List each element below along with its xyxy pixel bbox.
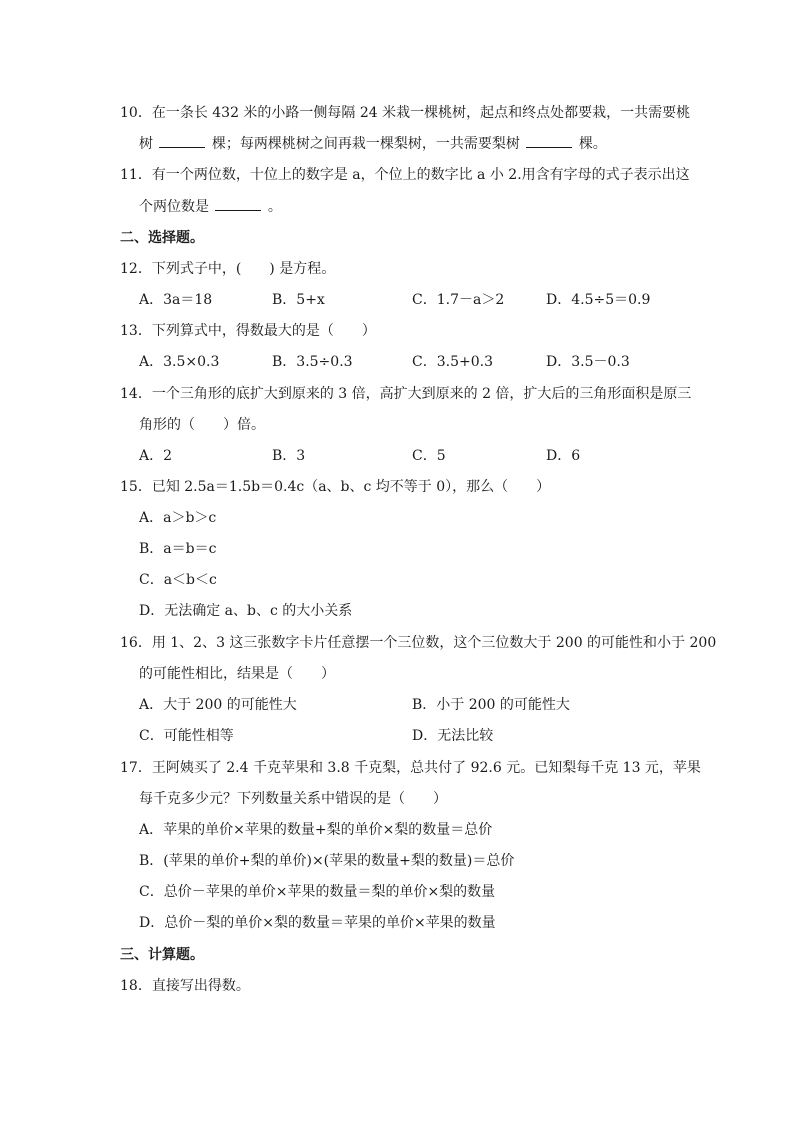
q14-option-b[interactable]: B．3 [272, 448, 306, 464]
q12-option-a[interactable]: A．3a＝18 [139, 292, 213, 308]
q12-option-c[interactable]: C．1.7－a＞2 [412, 292, 505, 308]
q11-blank[interactable] [215, 196, 261, 211]
q10-blank-1[interactable] [159, 133, 205, 148]
q11-text-a: 个两位数是 [139, 199, 209, 215]
q13-option-b[interactable]: B．3.5÷0.3 [272, 354, 353, 370]
q15-stem: 15．已知 2.5a＝1.5b＝0.4c（a、b、c 均不等于 0），那么（ ） [120, 479, 551, 495]
q12-stem: 12．下列式子中，( ) 是方程。 [120, 261, 336, 277]
q13-stem: 13．下列算式中，得数最大的是（ ） [120, 323, 376, 339]
q17-option-a[interactable]: A．苹果的单价×苹果的数量+梨的单价×梨的数量＝总价 [139, 822, 493, 838]
q14-option-d[interactable]: D．6 [546, 448, 581, 464]
q15-option-a[interactable]: A．a＞b＞c [139, 510, 217, 526]
q14-line1: 14．一个三角形的底扩大到原来的 3 倍，高扩大到原来的 2 倍，扩大后的三角形面积是原三 [120, 386, 692, 402]
q15-option-b[interactable]: B．a＝b＝c [139, 541, 217, 557]
q17-line1: 17．王阿姨买了 2.4 千克苹果和 3.8 千克梨，总共付了 92.6 元。已知梨每千克 13 元，苹果 [120, 760, 701, 776]
q15-option-d[interactable]: D．无法确定 a、b、c 的大小关系 [139, 603, 353, 619]
q16-line2: 的可能性相比，结果是（ ） [139, 666, 335, 682]
q13-option-c[interactable]: C．3.5+0.3 [412, 354, 493, 370]
q14-option-c[interactable]: C．5 [412, 448, 446, 464]
q10-text-b: 棵；每两棵桃树之间再栽一棵梨树，一共需要梨树 [211, 136, 520, 152]
q10-text-c: 棵。 [578, 136, 607, 152]
section-heading-calc: 三、计算题。 [120, 947, 204, 963]
q17-line2: 每千克多少元？下列数量关系中错误的是（ ） [139, 791, 447, 807]
q11-line1: 11．有一个两位数，十位上的数字是 a，个位上的数字比 a 小 2.用含有字母的式子表示出这 [120, 167, 690, 183]
q13-option-d[interactable]: D．3.5－0.3 [546, 354, 630, 370]
q13-option-a[interactable]: A．3.5×0.3 [139, 354, 220, 370]
q14-option-a[interactable]: A．2 [139, 448, 173, 464]
q10-line2 [139, 133, 607, 154]
q12-option-d[interactable]: D．4.5÷5＝0.9 [546, 292, 651, 308]
q10-blank-2[interactable] [526, 133, 572, 148]
q12-option-b[interactable]: B．5+x [272, 292, 325, 308]
q16-option-c[interactable]: C．可能性相等 [139, 728, 234, 744]
q16-option-d[interactable]: D．无法比较 [412, 728, 494, 744]
q10-text-a: 树 [139, 136, 153, 152]
q16-line1: 16．用 1、2、3 这三张数字卡片任意摆一个三位数，这个三位数大于 200 的可能性和小于 200 [120, 635, 717, 651]
q11-line2 [139, 196, 282, 217]
q11-text-b: 。 [267, 199, 282, 215]
q18-stem: 18．直接写出得数。 [120, 978, 250, 994]
q10-line1: 10．在一条长 432 米的小路一侧每隔 24 米栽一棵桃树，起点和终点处都要栽，一共需要桃 [120, 105, 691, 121]
q17-option-b[interactable]: B．(苹果的单价+梨的单价)×(苹果的数量+梨的数量)＝总价 [139, 853, 515, 869]
q17-option-c[interactable]: C．总价－苹果的单价×苹果的数量＝梨的单价×梨的数量 [139, 884, 496, 900]
q17-option-d[interactable]: D．总价－梨的单价×梨的数量＝苹果的单价×苹果的数量 [139, 915, 496, 931]
q15-option-c[interactable]: C．a＜b＜c [139, 572, 217, 588]
q16-option-b[interactable]: B．小于 200 的可能性大 [412, 697, 570, 713]
q14-line2: 角形的（ ）倍。 [139, 417, 265, 433]
q16-option-a[interactable]: A．大于 200 的可能性大 [139, 697, 297, 713]
section-heading-choice: 二、选择题。 [120, 230, 204, 246]
